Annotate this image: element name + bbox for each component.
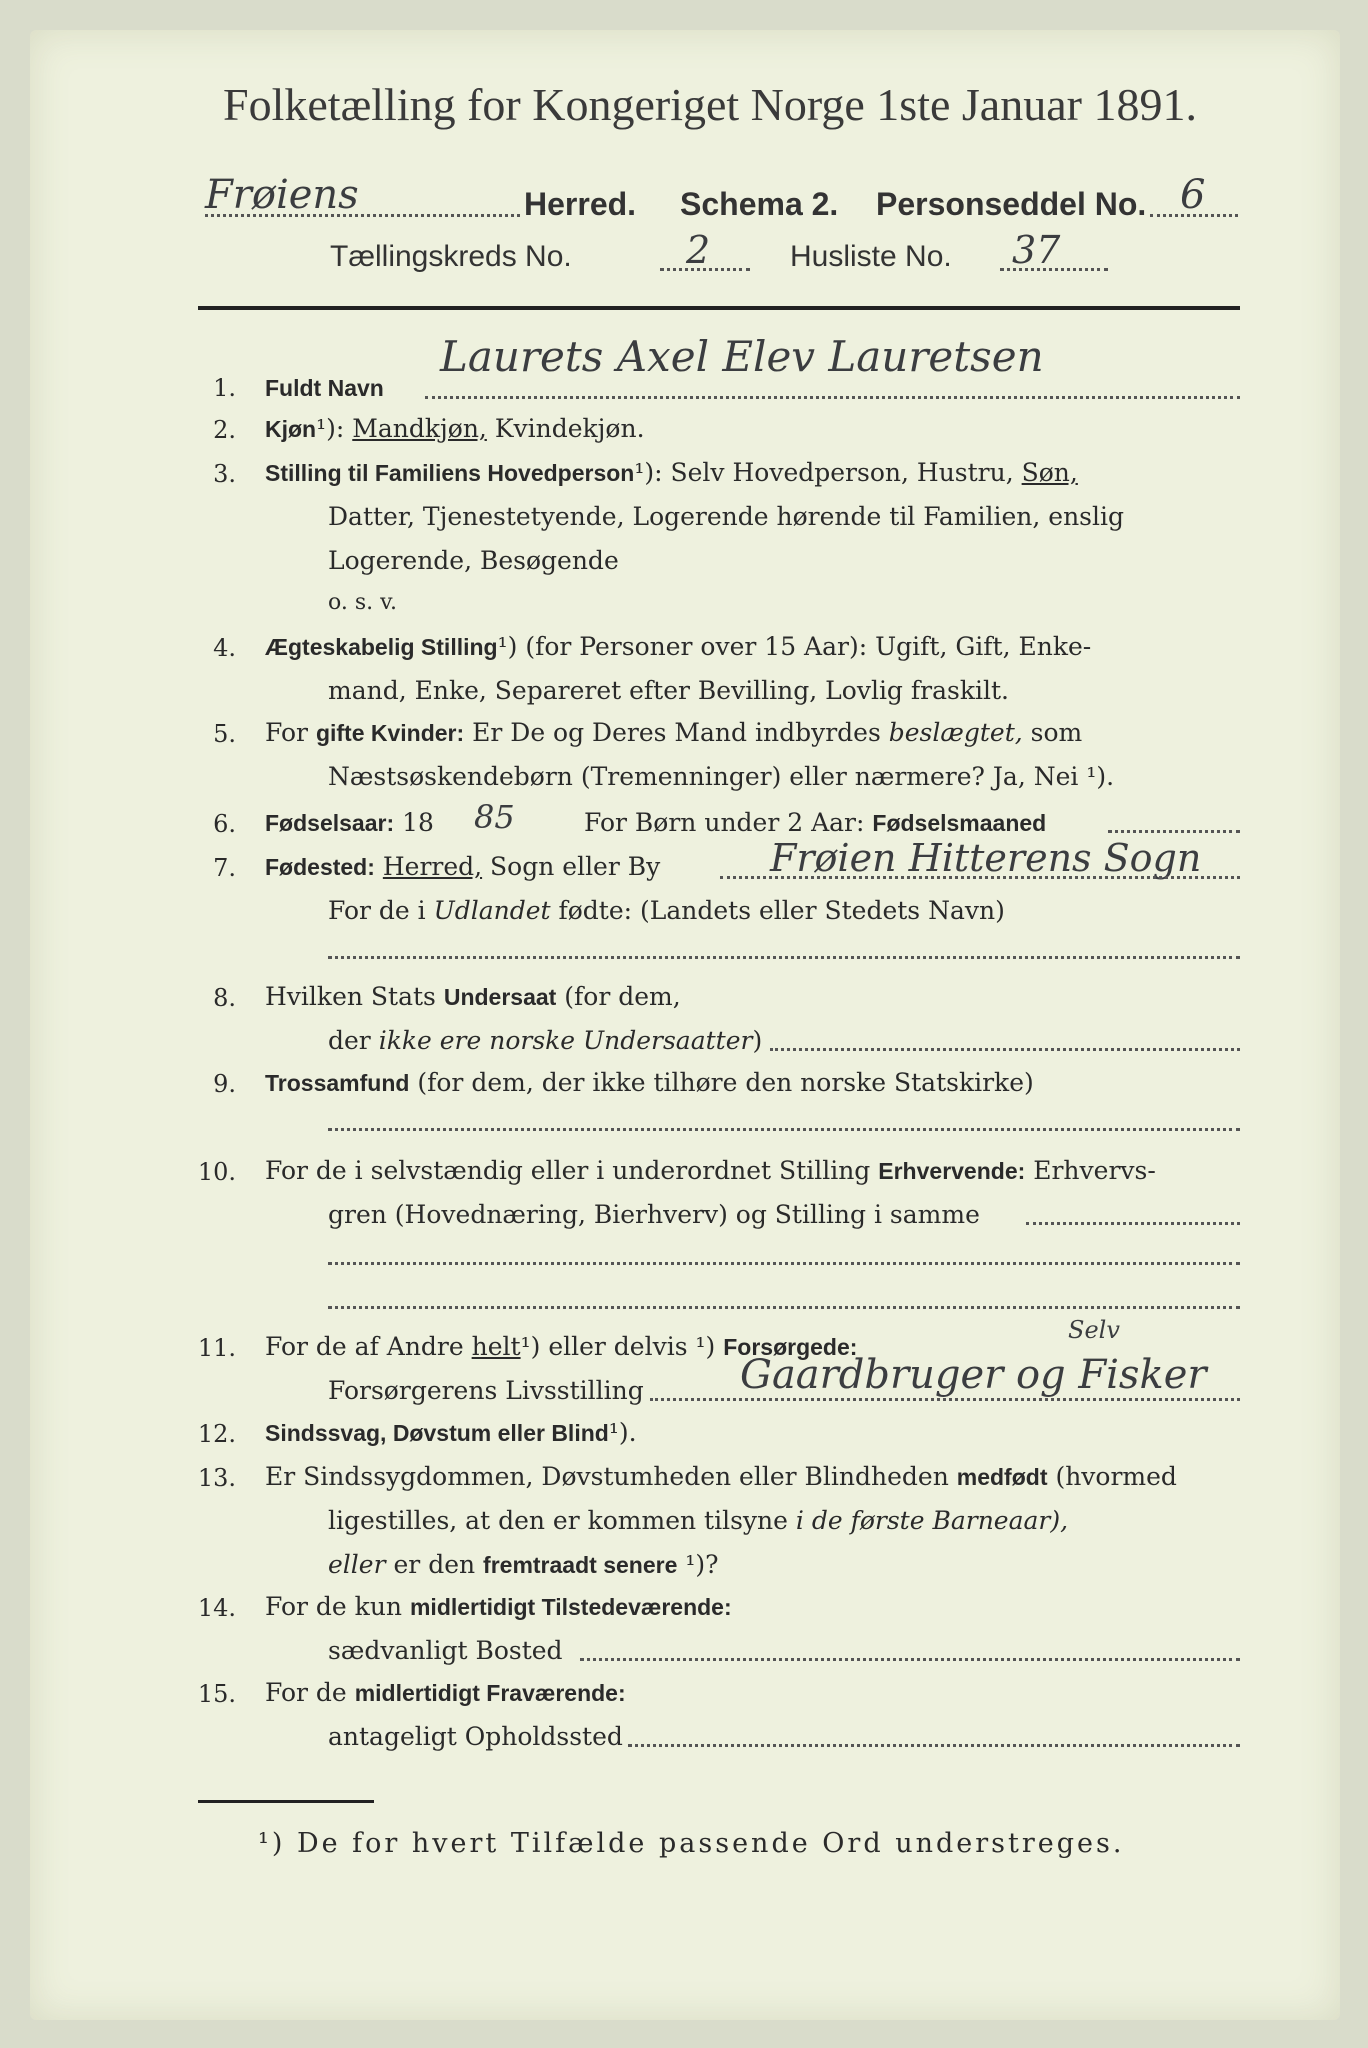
field-1-number: 1.	[213, 374, 236, 402]
field-13-text-g: er den	[393, 1550, 476, 1579]
field-9-rest: (for dem, der ikke tilhøre den norske Statskirke)	[417, 1068, 1034, 1097]
field-4-label: Ægteskabelig Stilling	[265, 634, 498, 660]
field-14-line-1	[265, 1592, 732, 1621]
taellingskreds-label: Tællingskreds No.	[330, 240, 572, 273]
field-14-number: 14.	[197, 1594, 236, 1622]
field-6-line-b	[584, 808, 1046, 837]
field-7-dots	[720, 876, 1240, 879]
field-15-line-1	[265, 1678, 626, 1707]
field-13-text-c: (hvormed	[1055, 1462, 1177, 1491]
field-3-option-son: Søn,	[1021, 458, 1078, 487]
field-5-text-a: Er De og Deres Mand indbyrdes	[472, 718, 881, 747]
field-3-line-2: Datter, Tjenestetyende, Logerende hørende til Familien, enslig	[328, 502, 1125, 531]
field-15-line-2: antageligt Opholdssted	[328, 1722, 623, 1751]
field-5-text-b: beslægtet,	[888, 718, 1023, 747]
personseddel-dots	[1150, 214, 1238, 217]
personseddel-label: Personseddel No.	[876, 186, 1147, 222]
field-8-text-c: )	[752, 1026, 763, 1055]
field-15-pre: For de	[265, 1678, 347, 1707]
field-13-text-a: Er Sindssygdommen, Døvstumheden eller Blindheden	[265, 1462, 949, 1491]
field-8-text-a: der	[328, 1026, 371, 1055]
field-3-line-1	[265, 458, 1078, 487]
field-8-text-b: ikke ere norske Undersaatter	[378, 1026, 753, 1055]
field-13-text-e: i de første Barneaar),	[795, 1506, 1069, 1535]
field-8-pre: Hvilken Stats	[265, 982, 436, 1011]
field-7-label: Fødested:	[265, 854, 375, 880]
field-13-text-i: ¹)?	[685, 1550, 719, 1579]
field-10-pre: For de i selvstændig eller i underordnet Stilling	[265, 1156, 871, 1185]
field-7-rest: Sogn eller By	[490, 852, 661, 881]
field-10-dots	[1026, 1222, 1240, 1225]
field-2-sup: ¹):	[316, 414, 345, 443]
field-8-line-1	[265, 982, 681, 1011]
herred-dots	[205, 214, 520, 217]
field-15-label: midlertidigt Fraværende:	[354, 1680, 626, 1706]
field-11-line-2: Forsørgerens Livsstilling	[328, 1376, 644, 1405]
field-5-pre: For	[265, 718, 308, 747]
field-11-option-helt: helt	[471, 1332, 521, 1361]
field-3-number: 3.	[213, 460, 236, 488]
field-4-number: 4.	[213, 634, 236, 662]
field-9-dots	[328, 1128, 1240, 1131]
field-3-line-4: o. s. v.	[328, 590, 397, 615]
field-11-dots	[650, 1398, 1240, 1401]
field-10-line-2: gren (Hovednæring, Bierhverv) og Stilling i samme	[328, 1200, 980, 1229]
field-13-line-3	[328, 1550, 719, 1579]
husliste-dots	[1000, 268, 1108, 271]
field-14-line-2: sædvanligt Bosted	[328, 1636, 563, 1665]
field-11-pre: For de af Andre	[265, 1332, 464, 1361]
field-7-line-2	[328, 896, 1005, 925]
field-2-line	[265, 414, 645, 443]
field-13-number: 13.	[197, 1464, 236, 1492]
field-13-line-1	[265, 1462, 1177, 1491]
husliste-value: 37	[1012, 228, 1061, 272]
field-2-number: 2.	[213, 416, 236, 444]
field-8-post: (for dem,	[564, 982, 681, 1011]
field-11-label: Forsørgede:	[723, 1334, 858, 1360]
field-11-number: 11.	[197, 1334, 236, 1362]
field-9-line	[265, 1068, 1034, 1097]
field-11-mid: eller delvis ¹)	[548, 1332, 716, 1361]
field-10-line-1	[265, 1156, 1156, 1185]
field-10-dots-2	[328, 1262, 1240, 1265]
field-13-line-2	[328, 1506, 1068, 1535]
field-11-sup: ¹)	[520, 1332, 541, 1361]
field-8-label: Undersaat	[443, 984, 557, 1010]
field-8-dots	[770, 1048, 1240, 1051]
field-7-text-a: For de i	[328, 896, 426, 925]
field-5-number: 5.	[213, 720, 236, 748]
personseddel-value: 6	[1180, 172, 1206, 218]
field-13-text-b: medfødt	[956, 1464, 1048, 1490]
field-2-label: Kjøn	[265, 416, 317, 442]
field-10-post: Erhvervs-	[1033, 1156, 1156, 1185]
field-12-number: 12.	[197, 1420, 236, 1448]
field-10-number: 10.	[197, 1158, 236, 1186]
herred-label: Herred.	[524, 186, 637, 222]
footnote: ¹) De for hvert Tilfælde passende Ord understreges.	[258, 1828, 1125, 1859]
field-7-dots-2	[328, 956, 1240, 959]
field-4-line-2: mand, Enke, Separeret efter Bevilling, Lovlig fraskilt.	[328, 676, 1009, 705]
field-8-line-2	[328, 1026, 762, 1055]
field-6-label: Fødselsaar:	[265, 810, 395, 836]
field-14-label: midlertidigt Tilstedeværende:	[409, 1594, 732, 1620]
field-5-label: gifte Kvinder:	[315, 720, 465, 746]
field-7-value: Frøien Hitterens Sogn	[770, 836, 1202, 880]
field-5-text-c: som	[1030, 718, 1083, 747]
field-11-value-small: Selv	[1068, 1316, 1120, 1344]
husliste-label: Husliste No.	[790, 240, 952, 273]
field-3-line-3: Logerende, Besøgende	[328, 546, 619, 575]
field-13-text-f: eller	[328, 1550, 386, 1579]
field-2-option-kvindekjon: Kvindekjøn.	[494, 414, 645, 443]
field-14-dots	[580, 1658, 1240, 1661]
field-12-label: Sindssvag, Døvstum eller Blind	[265, 1420, 609, 1446]
field-2-option-mandkjon: Mandkjøn,	[352, 414, 487, 443]
field-4-options-a: (for Personer over 15 Aar): Ugift, Gift, Enke-	[525, 632, 1092, 661]
field-7-text-b: Udlandet	[433, 896, 551, 925]
field-6-label-2: Fødselsmaaned	[872, 810, 1047, 836]
footnote-rule	[198, 1800, 374, 1803]
field-1-value: Laurets Axel Elev Lauretsen	[440, 332, 1044, 381]
field-10-label: Erhvervende:	[878, 1158, 1026, 1184]
field-13-text-d: ligestilles, at den er kommen tilsyne	[328, 1506, 788, 1535]
field-13-text-h: fremtraadt senere	[483, 1552, 678, 1578]
field-4-sup: ¹)	[497, 632, 518, 661]
field-7-text-c: fødte: (Landets eller Stedets Navn)	[558, 896, 1005, 925]
field-3-sup: ¹):	[634, 458, 663, 487]
field-11-value: Gaardbruger og Fisker	[740, 1352, 1207, 1398]
field-1-dots	[425, 396, 1240, 399]
field-14-pre: For de kun	[265, 1592, 403, 1621]
field-6-line	[265, 808, 434, 837]
taellingskreds-value: 2	[686, 228, 711, 272]
census-form-page	[30, 30, 1340, 2020]
taellingskreds-dots	[660, 268, 750, 271]
field-6-value: 85	[474, 798, 515, 836]
field-12-sup: ¹).	[608, 1418, 637, 1447]
field-7-number: 7.	[213, 854, 236, 882]
field-1-label: Fuldt Navn	[265, 375, 384, 401]
field-9-number: 9.	[213, 1070, 236, 1098]
field-6-dots	[1108, 830, 1240, 833]
header-rule	[198, 306, 1240, 310]
field-10-dots-3	[328, 1306, 1240, 1309]
field-5-line-2: Næstsøskendebørn (Tremenninger) eller nærmere? Ja, Nei ¹).	[328, 762, 1115, 791]
field-6-mid: For Børn under 2 Aar:	[584, 808, 865, 837]
field-3-label: Stilling til Familiens Hovedperson	[265, 460, 635, 486]
field-4-line-1	[265, 632, 1091, 661]
field-3-options-a: Selv Hovedperson, Hustru,	[670, 458, 1014, 487]
field-7-line-1	[265, 852, 660, 881]
field-15-number: 15.	[197, 1680, 236, 1708]
schema-label: Schema 2.	[680, 186, 839, 222]
field-12-line	[265, 1418, 637, 1447]
form-title: Folketælling for Kongeriget Norge 1ste Januar 1891.	[223, 79, 1197, 130]
field-9-label: Trossamfund	[265, 1070, 410, 1096]
herred-value: Frøiens	[205, 172, 359, 218]
field-15-dots	[628, 1744, 1240, 1747]
field-6-number: 6.	[213, 810, 236, 838]
field-5-line-1	[265, 718, 1082, 747]
field-8-number: 8.	[213, 984, 236, 1012]
field-7-option-herred: Herred,	[382, 852, 483, 881]
field-6-value-prefix: 18	[402, 808, 434, 837]
